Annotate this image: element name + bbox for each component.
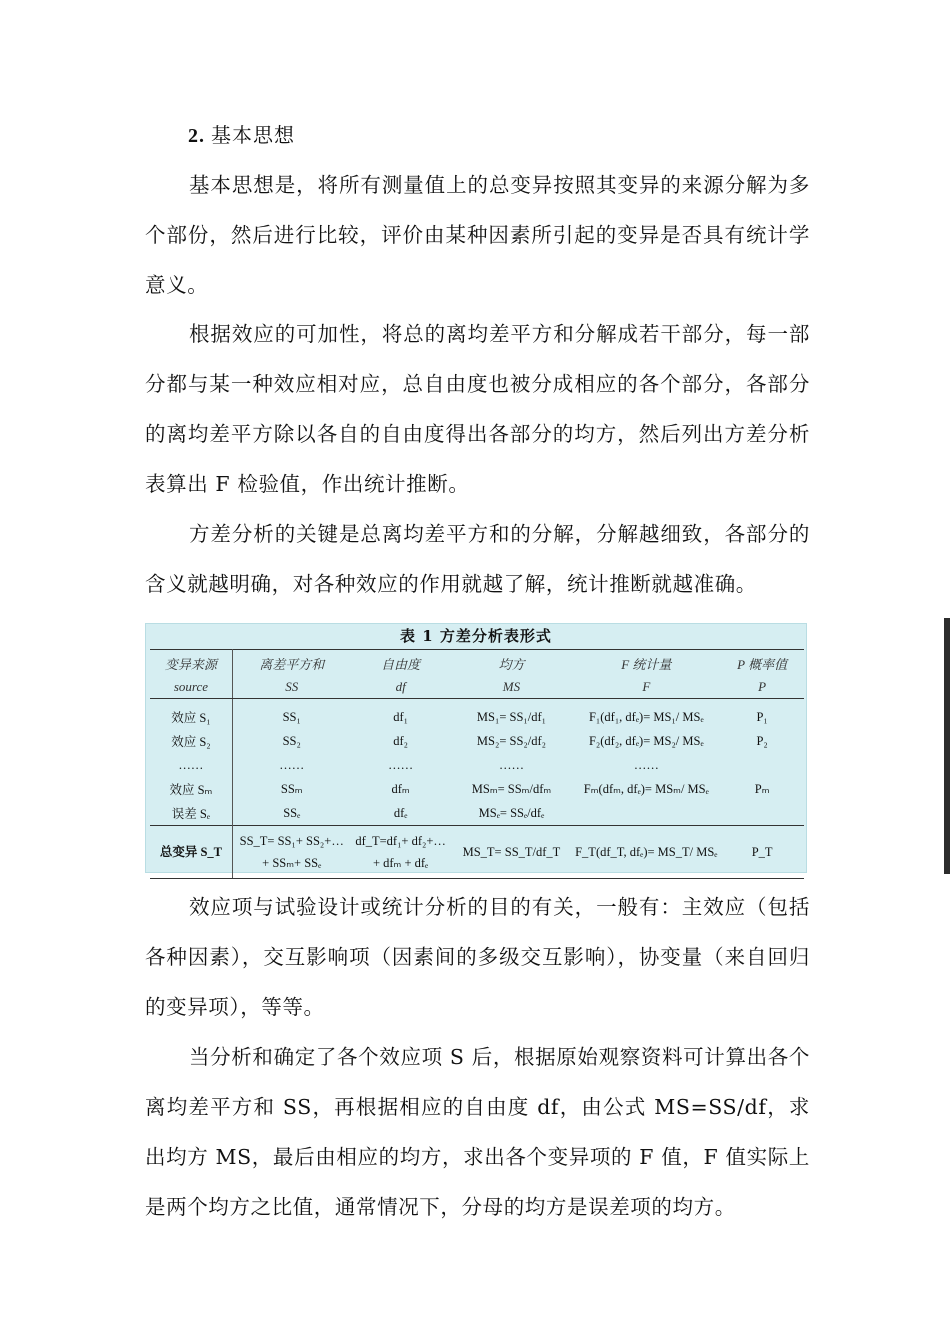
header-ss-cn: 离差平方和 bbox=[232, 650, 350, 677]
cell-df: dfₘ bbox=[391, 782, 410, 796]
cell-source: 效应 Sₘ bbox=[150, 777, 232, 801]
cell-f: Fₘ(dfₘ, dfₑ)= MSₘ/ MSₑ bbox=[583, 782, 709, 796]
cell-source: 误差 Sₑ bbox=[150, 801, 232, 826]
cell-ms: MSₑ= SSₑ/dfₑ bbox=[478, 805, 545, 820]
cell-f: F₂(df₂, dfₑ)= MS₂/ MSₑ bbox=[588, 733, 704, 748]
cell-ss: SS₂ bbox=[282, 733, 301, 748]
total-ss-line2: + SSₘ+ SSₑ bbox=[262, 856, 322, 870]
table-row bbox=[150, 729, 804, 753]
cell-df: df₁ bbox=[393, 709, 409, 724]
header-p-en: P bbox=[720, 676, 804, 699]
section-title: 基本思想 bbox=[211, 123, 295, 147]
cell-source: 效应 S₂ bbox=[150, 729, 232, 753]
total-p: P_T bbox=[720, 826, 804, 879]
cell-ms: MSₘ= SSₘ/dfₘ bbox=[471, 782, 552, 796]
total-df bbox=[351, 826, 451, 879]
cell-p: P₁ bbox=[756, 709, 768, 724]
table-row bbox=[150, 801, 804, 826]
cell-p: Pₘ bbox=[754, 782, 770, 796]
cell-p bbox=[720, 801, 804, 826]
cell-source: …… bbox=[150, 753, 232, 777]
cell-df: …… bbox=[388, 757, 414, 772]
anova-table bbox=[150, 649, 804, 879]
cell-df: dfₑ bbox=[393, 805, 408, 820]
header-p-cn: P 概率值 bbox=[720, 650, 804, 677]
total-ss-line1: SS_T= SS₁+ SS₂+… bbox=[239, 834, 344, 848]
total-df-line1: df_T=df₁+ df₂+… bbox=[355, 834, 446, 848]
section-heading bbox=[188, 118, 295, 153]
header-ms-cn: 均方 bbox=[451, 650, 573, 677]
table-total-row bbox=[150, 826, 804, 879]
table-row bbox=[150, 699, 804, 730]
paragraph-computation: 当分析和确定了各个效应项 S 后，根据原始观察资料可计算出各个离均差平方和 SS，再根据相应的自由度 df，由公式 MS=SS/df，求出均方 MS，最后由相应的均方，求出各个变异项的 F 值，F 值实际上是两个均方之比值，通常情况下，分母的均方是误差项的均方。 bbox=[145, 1045, 810, 1219]
header-source-en: source bbox=[150, 676, 232, 699]
edge-bar bbox=[944, 618, 950, 874]
header-ss-en: SS bbox=[232, 676, 350, 699]
cell-f bbox=[572, 801, 720, 826]
table-row bbox=[150, 753, 804, 777]
table-header-row-en bbox=[150, 676, 804, 699]
cell-source: 效应 S₁ bbox=[150, 699, 232, 730]
paragraph-effect-terms: 效应项与试验设计或统计分析的目的有关，一般有：主效应（包括各种因素），交互影响项（因素间的多级交互影响），协变量（来自回归的变异项），等等。 bbox=[145, 895, 810, 1019]
paragraph-key-point: 方差分析的关键是总离均差平方和的分解，分解越细致，各部分的含义就越明确，对各种效应的作用就越了解，统计推断就越准确。 bbox=[145, 522, 810, 596]
cell-ms: MS₂= SS₂/df₂ bbox=[476, 733, 547, 748]
cell-ms: …… bbox=[498, 757, 524, 772]
header-df-cn: 自由度 bbox=[351, 650, 451, 677]
header-f-cn: F 统计量 bbox=[572, 650, 720, 677]
header-df-en: df bbox=[351, 676, 451, 699]
paragraph-basic-idea: 基本思想是，将所有测量值上的总变异按照其变异的来源分解为多个部份，然后进行比较，评价由某种因素所引起的变异是否具有统计学意义。 bbox=[145, 173, 810, 297]
header-ms-en: MS bbox=[451, 676, 573, 699]
cell-f: F₁(df₁, dfₑ)= MS₁/ MSₑ bbox=[588, 709, 704, 724]
cell-p: P₂ bbox=[756, 733, 768, 748]
cell-ss: SSₘ bbox=[280, 782, 303, 796]
header-f-en: F bbox=[572, 676, 720, 699]
cell-ss: SS₁ bbox=[282, 709, 301, 724]
cell-ms: MS₁= SS₁/df₁ bbox=[476, 709, 547, 724]
cell-p bbox=[720, 753, 804, 777]
total-f: F_T(df_T, dfₑ)= MS_T/ MSₑ bbox=[572, 826, 720, 879]
total-source: 总变异 S_T bbox=[150, 826, 232, 879]
table-caption: 表 1 方差分析表形式 bbox=[400, 627, 552, 645]
total-df-line2: + dfₘ + dfₑ bbox=[372, 856, 429, 870]
total-ms: MS_T= SS_T/df_T bbox=[451, 826, 573, 879]
total-ss bbox=[232, 826, 350, 879]
table-row bbox=[150, 777, 804, 801]
cell-ss: SSₑ bbox=[283, 805, 301, 820]
cell-df: df₂ bbox=[393, 733, 409, 748]
anova-table-figure bbox=[145, 623, 807, 873]
cell-f: …… bbox=[633, 757, 659, 772]
cell-ss: …… bbox=[279, 757, 305, 772]
header-source-cn: 变异来源 bbox=[150, 650, 232, 677]
paragraph-additivity: 根据效应的可加性，将总的离均差平方和分解成若干部分，每一部分都与某一种效应相对应，总自由度也被分成相应的各个部分，各部分的离均差平方除以各自的自由度得出各部分的均方，然后列出方差分析表算出 F 检验值，作出统计推断。 bbox=[145, 322, 810, 496]
table-header-row-cn bbox=[150, 650, 804, 677]
section-number: 2. bbox=[188, 125, 205, 147]
